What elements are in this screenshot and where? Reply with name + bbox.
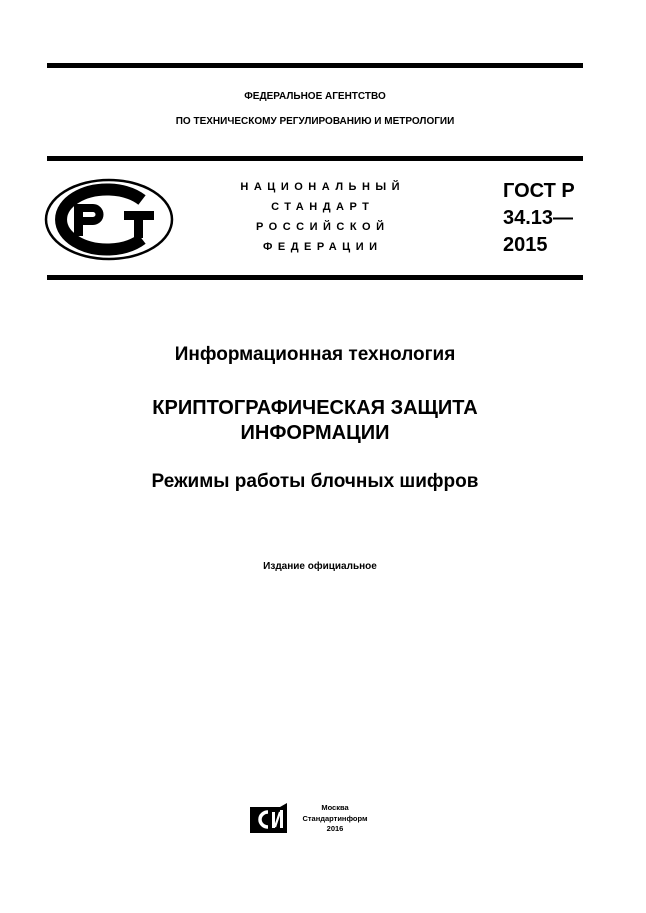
designation-line2: 34.13— bbox=[503, 207, 574, 229]
gost-r-logo-icon bbox=[44, 178, 175, 261]
subtitle: Режимы работы блочных шифров bbox=[151, 471, 479, 492]
standartinform-logo-icon bbox=[249, 802, 289, 834]
main-title bbox=[0, 396, 630, 446]
publisher-name: Стандартинформ bbox=[302, 813, 368, 823]
designation-line3: 2015 bbox=[503, 234, 548, 256]
standard-type-line: НАЦИОНАЛЬНЫЙ bbox=[240, 181, 406, 193]
middle-rule bbox=[47, 156, 583, 161]
main-title-line1: КРИПТОГРАФИЧЕСКАЯ ЗАЩИТА bbox=[152, 397, 478, 419]
designation-line1: ГОСТ Р bbox=[503, 180, 575, 202]
publisher-city: Москва bbox=[321, 803, 349, 812]
edition-note: Издание официальное bbox=[263, 561, 377, 572]
standard-designation bbox=[503, 178, 583, 259]
publication-year: 2016 bbox=[326, 824, 344, 833]
standard-type-line: СТАНДАРТ bbox=[271, 201, 375, 213]
standard-type-line: ФЕДЕРАЦИИ bbox=[262, 241, 383, 253]
field-title: Информационная технология bbox=[174, 344, 456, 365]
main-title-line2: ИНФОРМАЦИИ bbox=[240, 422, 390, 444]
agency-name-line1: ФЕДЕРАЛЬНОЕ АГЕНТСТВО bbox=[244, 91, 386, 102]
standard-type-block bbox=[200, 177, 440, 257]
agency-name-line2: ПО ТЕХНИЧЕСКОМУ РЕГУЛИРОВАНИЮ И МЕТРОЛОГИИ bbox=[175, 116, 455, 127]
top-rule bbox=[47, 63, 583, 68]
publisher-imprint bbox=[285, 803, 385, 835]
header-bottom-rule bbox=[47, 275, 583, 280]
standard-type-line: РОССИЙСКОЙ bbox=[255, 221, 390, 233]
